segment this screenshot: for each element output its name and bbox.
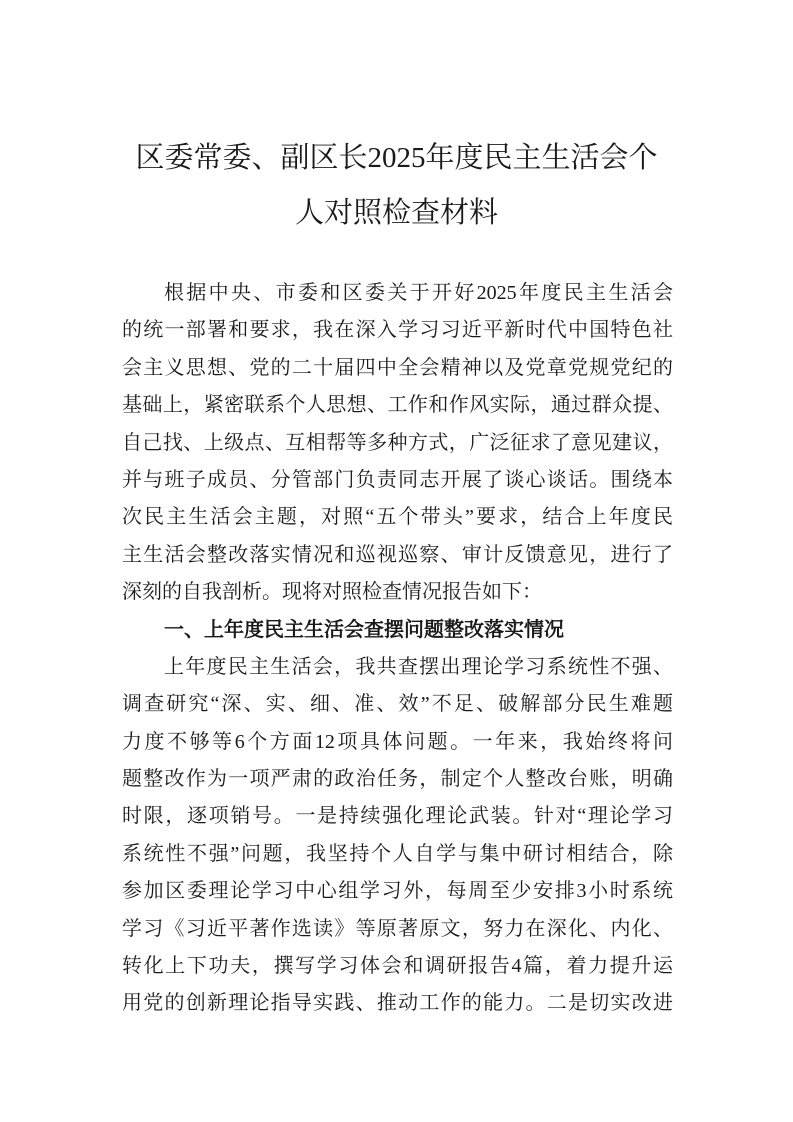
- text-line: 系统性不强”问题，我坚持个人自学与集中研讨相结合，除: [122, 842, 673, 865]
- document-title-line-2: 人对照检查材料: [294, 197, 498, 229]
- text-line: 力度不够等6个方面12项具体问题。一年来，我始终将问: [122, 730, 673, 753]
- paragraph-rectification: [122, 649, 673, 1023]
- paragraph-intro: [122, 275, 673, 612]
- document-title-line-1: 区委常委、副区长2025年度民主生活会个: [135, 142, 658, 174]
- section-heading: 一、上年度民主生活会查摆问题整改落实情况: [164, 618, 564, 641]
- text-line: 深刻的自我剖析。现将对照检查情况报告如下：: [122, 581, 542, 604]
- document-body: [122, 275, 673, 1023]
- text-line: 自己找、上级点、互相帮等多种方式，广泛征求了意见建议，: [122, 431, 673, 454]
- text-line: 学习《习近平著作选读》等原著原文，努力在深化、内化、: [122, 917, 673, 940]
- text-line: 次民主生活会主题，对照“五个带头”要求，结合上年度民: [122, 506, 673, 529]
- text-line: 用党的创新理论指导实践、推动工作的能力。二是切实改进: [122, 992, 673, 1015]
- text-line: 时限，逐项销号。一是持续强化理论武装。针对“理论学习: [122, 805, 673, 828]
- text-line: 根据中央、市委和区委关于开好2025年度民主生活会: [164, 282, 673, 304]
- text-line: 上年度民主生活会，我共查摆出理论学习系统性不强、: [164, 655, 673, 678]
- text-line: 并与班子成员、分管部门负责同志开展了谈心谈话。围绕本: [122, 468, 673, 491]
- text-line: 主生活会整改落实情况和巡视巡察、审计反馈意见，进行了: [122, 543, 673, 566]
- text-line: 转化上下功夫，撰写学习体会和调研报告4篇，着力提升运: [122, 955, 673, 978]
- text-line: 基础上，紧密联系个人思想、工作和作风实际，通过群众提、: [122, 394, 673, 417]
- text-line: 参加区委理论学习中心组学习外，每周至少安排3小时系统: [122, 880, 673, 903]
- text-line: 会主义思想、党的二十届四中全会精神以及党章党规党纪的: [122, 356, 673, 379]
- text-line: 的统一部署和要求，我在深入学习习近平新时代中国特色社: [122, 319, 673, 342]
- text-line: 题整改作为一项严肃的政治任务，制定个人整改台账，明确: [122, 768, 673, 791]
- text-line: 调查研究“深、实、细、准、效”不足、破解部分民生难题: [122, 693, 673, 716]
